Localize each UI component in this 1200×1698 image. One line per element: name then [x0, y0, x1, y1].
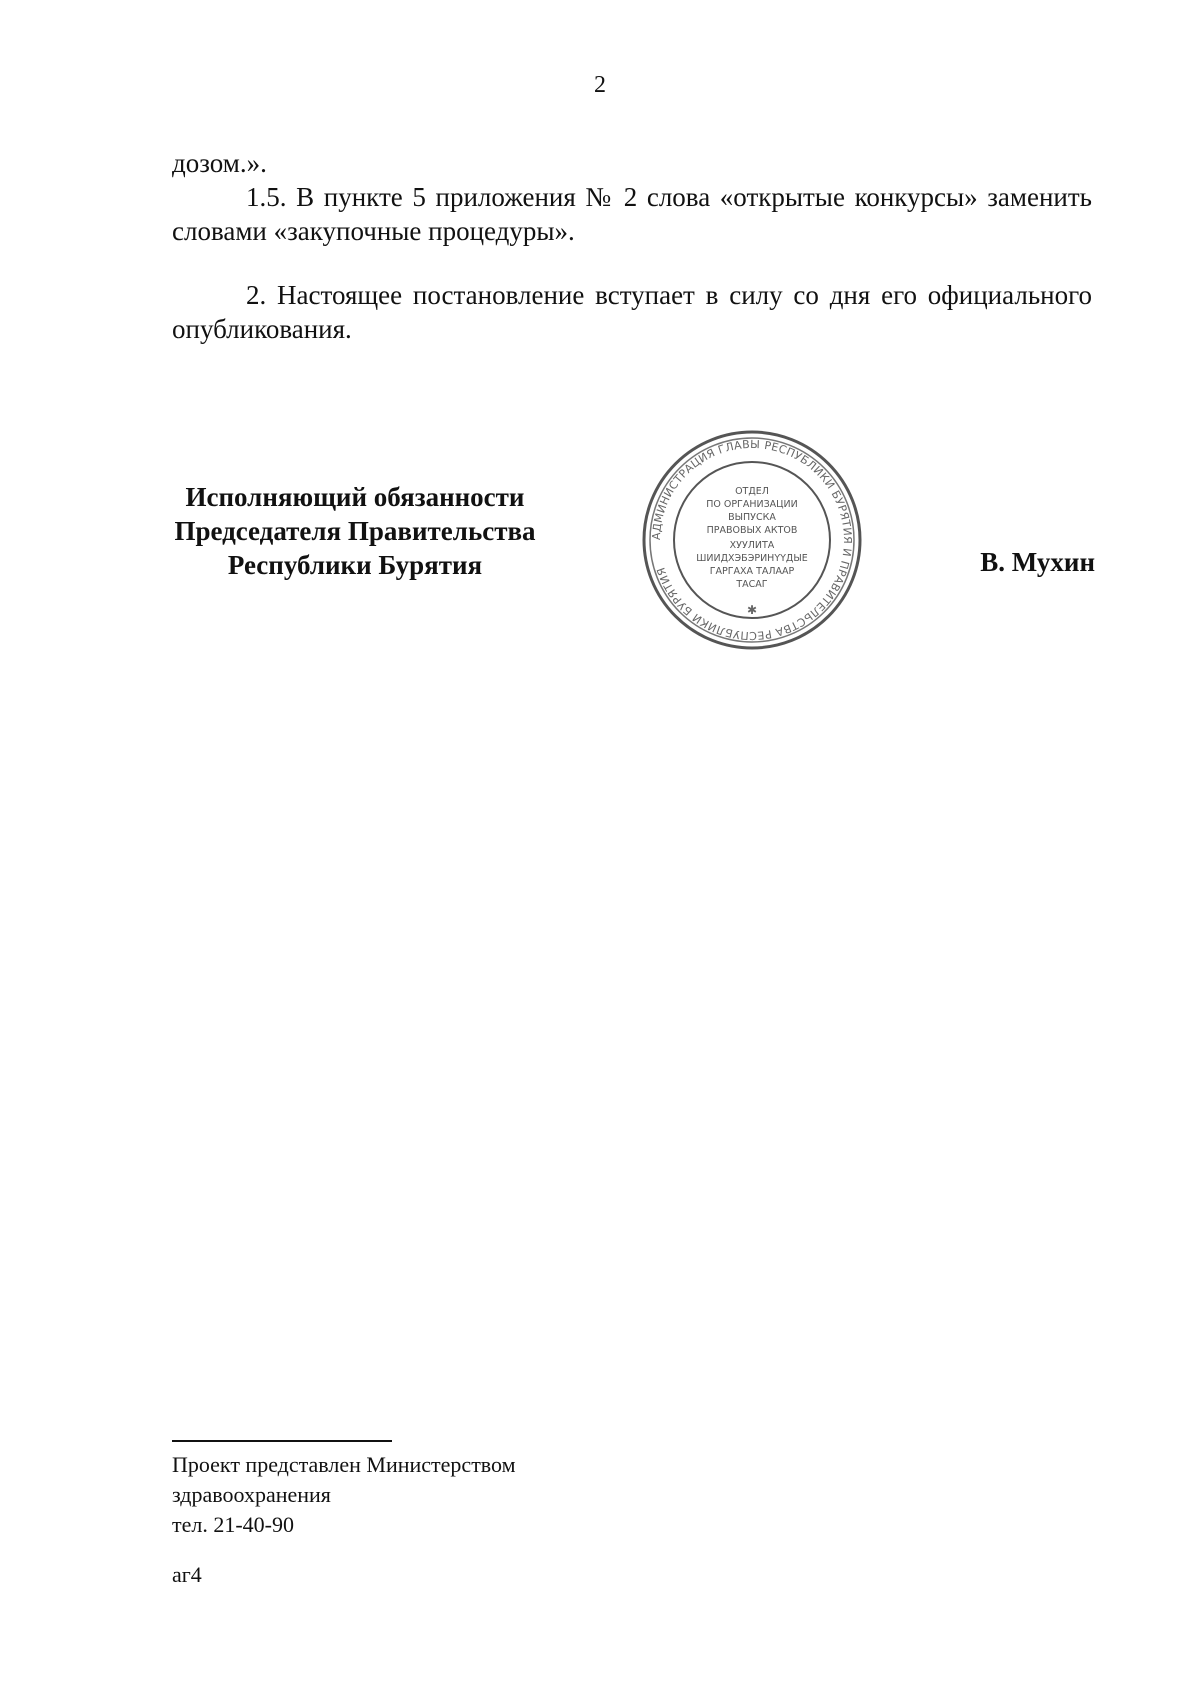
signatory-title — [150, 480, 560, 582]
signatory-title-line: Исполняющий обязанности — [185, 482, 525, 512]
signatory-name: В. Мухин — [980, 547, 1095, 577]
seal-text-line: ПРАВОВЫХ АКТОВ — [706, 525, 798, 536]
footnote-line: Проект представлен Министерством — [172, 1452, 516, 1477]
document-code: аг4 — [172, 1562, 202, 1587]
seal-star-icon: ✱ — [746, 603, 758, 617]
official-seal-icon — [640, 428, 864, 652]
seal-text-line: ТАСАГ — [736, 579, 768, 590]
seal-text-line: ВЫПУСКА — [728, 512, 776, 523]
footnote — [172, 1450, 516, 1540]
seal-text-line: ПО ОРГАНИЗАЦИИ — [706, 499, 798, 510]
seal-ring-text: АДМИНИСТРАЦИЯ ГЛАВЫ РЕСПУБЛИКИ БУРЯТИЯ И ПРАВИТЕЛЬСТВА РЕСПУБЛИКИ БУРЯТИЯ — [649, 437, 855, 643]
footnote-line: тел. 21-40-90 — [172, 1512, 295, 1537]
paragraph-item-1-5: 1.5. В пункте 5 приложения № 2 слова «открытые конкурсы» заменить словами «закупочные процедуры». — [172, 182, 1092, 246]
seal-text-line: ШИИДХЭБЭРИНҮҮДЫЕ — [696, 553, 808, 564]
page-number: 2 — [594, 72, 606, 98]
paragraph-item-1-5-block — [172, 180, 1092, 248]
paragraph-item-2-block — [172, 278, 1092, 346]
footnote-line: здравоохранения — [172, 1482, 331, 1507]
seal-text-line: ХУУЛИТА — [729, 540, 775, 551]
footnote-divider — [172, 1440, 392, 1442]
paragraph-continuation: дозом.». — [172, 148, 267, 178]
seal-text-line: ГАРГАХА ТАЛААР — [709, 566, 795, 577]
signatory-title-line: Председателя Правительства — [174, 516, 536, 546]
signatory-title-line: Республики Бурятия — [227, 550, 483, 580]
seal-text-line: ОТДЕЛ — [735, 486, 769, 497]
paragraph-item-2: 2. Настоящее постановление вступает в силу со дня его официального опубликования. — [172, 280, 1092, 344]
